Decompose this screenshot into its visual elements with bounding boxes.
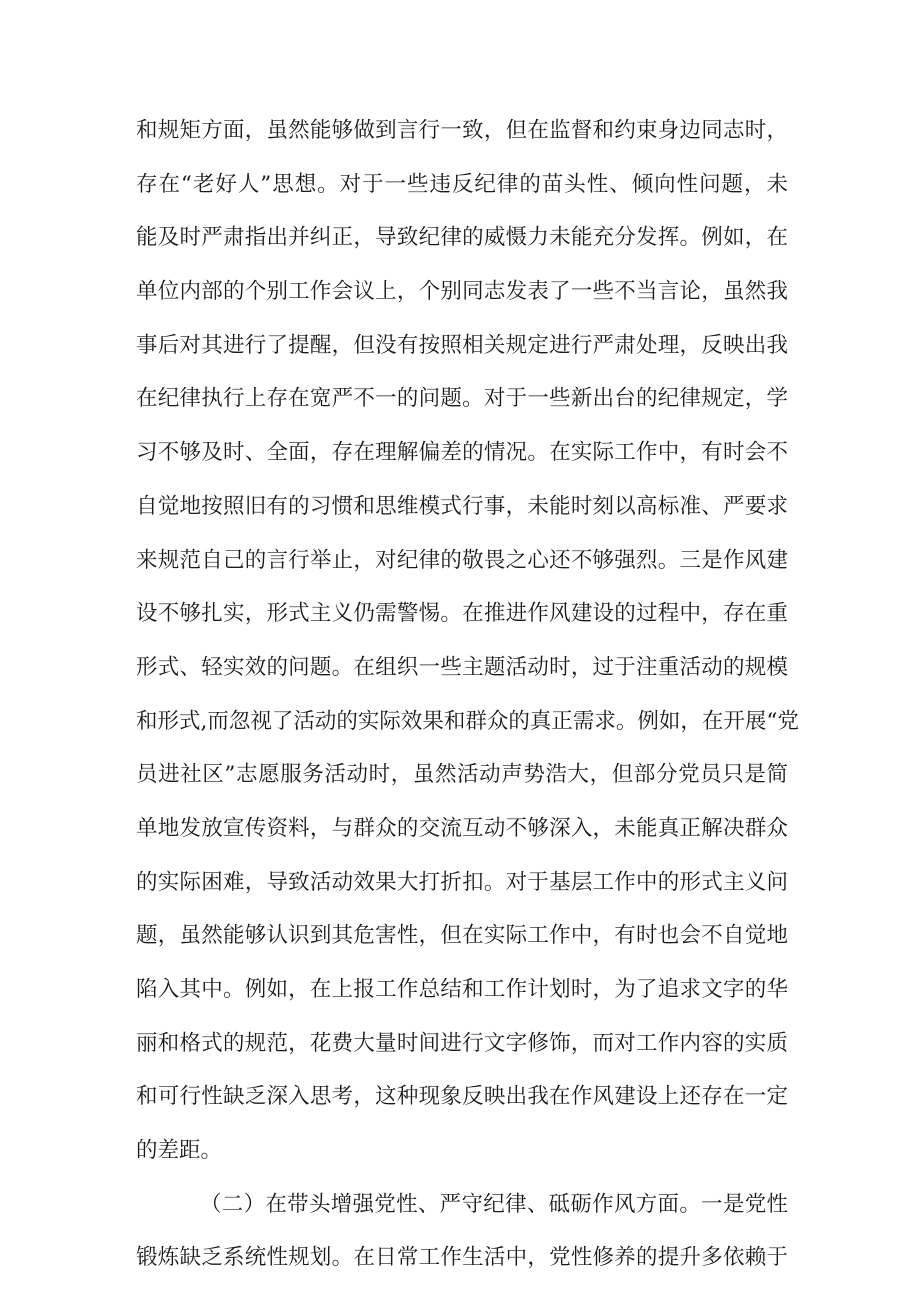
paragraph-1-line-12: 和形式,而忽视了活动的实际效果和群众的真正需求。例如，在开展“党 [136,708,799,734]
paragraph-1-line-18: 丽和格式的规范，花费大量时间进行文字修饰，而对工作内容的实质 [136,1030,788,1056]
paragraph-1-line-9: 来规范自己的言行举止，对纪律的敬畏之心还不够强烈。三是作风建 [136,547,788,573]
paragraph-1-line-14: 单地发放宣传资料，与群众的交流互动不够深入，未能真正解决群众 [136,815,788,841]
paragraph-1-line-8: 自觉地按照旧有的习惯和思维模式行事，未能时刻以高标准、严要求 [136,493,788,519]
paragraph-1-line-16: 题，虽然能够认识到其危害性，但在实际工作中，有时也会不自觉地 [136,923,788,949]
paragraph-1-line-19: 和可行性缺乏深入思考，这种现象反映出我在作风建设上还存在一定 [136,1084,788,1110]
paragraph-1-line-4: 单位内部的个别工作会议上，个别同志发表了一些不当言论，虽然我 [136,279,788,305]
paragraph-1-line-5: 事后对其进行了提醒，但没有按照相关规定进行严肃处理，反映出我 [136,332,788,358]
paragraph-1-line-11: 形式、轻实效的问题。在组织一些主题活动时，过于注重活动的规模 [136,654,788,680]
paragraph-1-line-17: 陷入其中。例如，在上报工作总结和工作计划时，为了追求文字的华 [136,977,788,1002]
paragraph-1-line-20: 的差距。 [136,1138,223,1164]
paragraph-1-line-10: 设不够扎实，形式主义仍需警惕。在推进作风建设的过程中，存在重 [136,601,788,627]
paragraph-1-line-13: 员进社区”志愿服务活动时，虽然活动声势浩大，但部分党员只是简 [136,762,788,788]
paragraph-2-line-2: 锻炼缺乏系统性规划。在日常工作生活中，党性修养的提升多依赖于 [136,1245,788,1271]
paragraph-1-line-2: 存在“老好人”思想。对于一些违反纪律的苗头性、倾向性问题，未 [136,171,788,197]
paragraph-1-line-15: 的实际困难，导致活动效果大打折扣。对于基层工作中的形式主义问 [136,869,788,895]
document-body [136,104,799,1285]
paragraph-1-line-7: 习不够及时、全面，存在理解偏差的情况。在实际工作中，有时会不 [136,440,788,466]
paragraph-1-line-3: 能及时严肃指出并纠正，导致纪律的威慑力未能充分发挥。例如，在 [136,225,788,251]
paragraph-1-line-6: 在纪律执行上存在宽严不一的问题。对于一些新出台的纪律规定，学 [136,386,788,412]
paragraph-2-line-1: （二）在带头增强党性、严守纪律、砥砺作风方面。一是党性 [200,1191,788,1217]
paragraph-1-line-1: 和规矩方面，虽然能够做到言行一致，但在监督和约束身边同志时， [136,118,788,143]
